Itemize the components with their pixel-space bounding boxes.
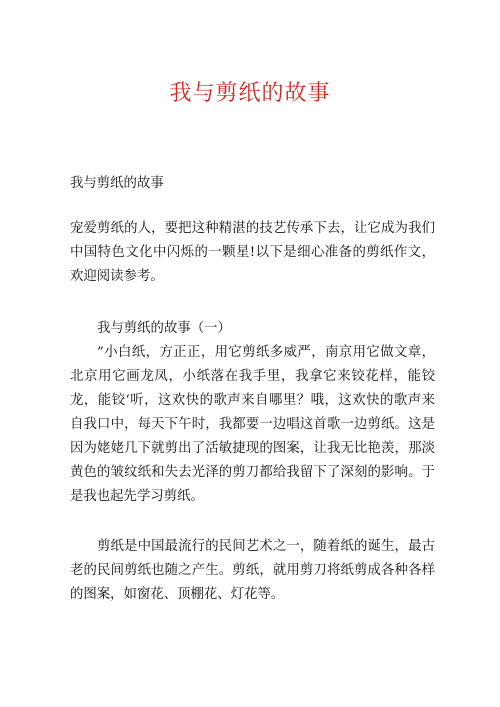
section-heading: 我与剪纸的故事（一） xyxy=(97,321,231,336)
document-subtitle: 我与剪纸的故事 xyxy=(70,176,164,191)
document-title: 我与剪纸的故事 xyxy=(169,81,331,106)
body-paragraph-2: 剪纸是中国最流行的民间艺术之一，随着纸的诞生，最古老的民间剪纸也随之产生。剪纸，就用剪刀将纸剪成各种各样的图案，如窗花、顶棚花、灯花等。 xyxy=(70,539,435,602)
intro-paragraph: 宠爱剪纸的人，要把这种精湛的技艺传承下去，让它成为我们中国特色文化中闪烁的一颗星!以下是细心准备的剪纸作文，欢迎阅读参考。 xyxy=(70,221,435,284)
body-paragraph-1: ”小白纸，方正正，用它剪纸多威严，南京用它做文章，北京用它画龙凤，小纸落在我手里，我拿它来铰花样，能铰龙，能铰‘听，这欢快的歌声来自哪里？哦，这欢快的歌声来自我口中，每天下午时，我都要一边唱这首歌一边剪纸。这是因为姥姥几下就剪出了活敏捷现的图案，让我无比艳羡，那淡黄色的皱纹纸和失去光泽的剪刀都给我留下了深刻的影响。于是我也起先学习剪纸。 xyxy=(70,345,435,504)
